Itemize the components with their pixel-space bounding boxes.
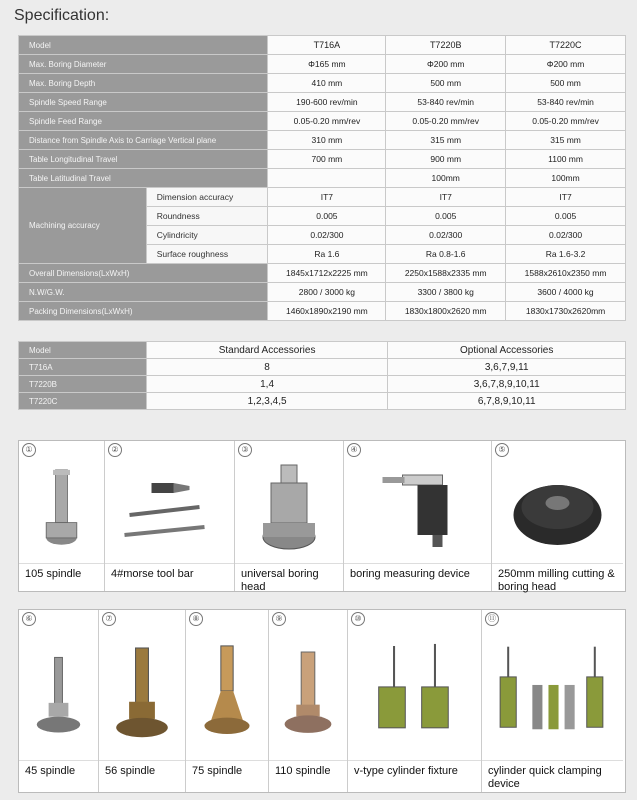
- milling-boring-head-photo: [492, 455, 623, 563]
- value-cell: 3300 / 3800 kg: [386, 283, 506, 302]
- value-cell: 0.005: [506, 207, 626, 226]
- item-number: ⑪: [485, 612, 499, 626]
- value-cell: IT7: [506, 188, 626, 207]
- value-cell: 500 mm: [386, 74, 506, 93]
- value-cell: 500 mm: [506, 74, 626, 93]
- spindle-45-photo: [19, 624, 98, 758]
- item-caption: universal boring head: [235, 563, 343, 591]
- value-cell: 0.05-0.20 mm/rev: [268, 112, 386, 131]
- standard-header: Standard Accessories: [146, 342, 388, 359]
- accessories-header: [19, 342, 626, 359]
- value-cell: 700 mm: [268, 150, 386, 169]
- value-cell: T7220C: [506, 36, 626, 55]
- item-caption: 45 spindle: [19, 760, 98, 792]
- item-caption: cylinder quick clamping device: [482, 760, 623, 792]
- standard-cell: 8: [146, 359, 388, 376]
- spec-row: [19, 93, 626, 112]
- row-label: Spindle Feed Range: [19, 112, 268, 131]
- item-number: ②: [108, 443, 122, 457]
- item-caption: v-type cylinder fixture: [348, 760, 481, 792]
- sub-label: Cylindricity: [146, 226, 268, 245]
- item-number: ⑨: [272, 612, 286, 626]
- accessory-card: [99, 610, 186, 792]
- item-number: ⑥: [22, 612, 36, 626]
- value-cell: 190-600 rev/min: [268, 93, 386, 112]
- value-cell: 1100 mm: [506, 150, 626, 169]
- spec-row: [19, 131, 626, 150]
- spec-row: [19, 150, 626, 169]
- value-cell: Ra 1.6-3.2: [506, 245, 626, 264]
- item-caption: 75 spindle: [186, 760, 268, 792]
- value-cell: Φ200 mm: [506, 55, 626, 74]
- row-label: Overall Dimensions(LxWxH): [19, 264, 268, 283]
- accessories-table: [18, 341, 626, 410]
- value-cell: 315 mm: [386, 131, 506, 150]
- value-cell: 100mm: [506, 169, 626, 188]
- spec-row: [19, 283, 626, 302]
- value-cell: 310 mm: [268, 131, 386, 150]
- spindle-75-photo: [186, 624, 268, 758]
- value-cell: 1830x1800x2620 mm: [386, 302, 506, 321]
- accessories-row: [19, 393, 626, 410]
- accessory-card: [105, 441, 235, 591]
- model-cell: T7220B: [19, 376, 147, 393]
- value-cell: Φ200 mm: [386, 55, 506, 74]
- accessories-row: [19, 376, 626, 393]
- item-number: ④: [347, 443, 361, 457]
- quick-clamping-device-photo: [482, 624, 623, 758]
- item-caption: 105 spindle: [19, 563, 104, 591]
- value-cell: 1845x1712x2225 mm: [268, 264, 386, 283]
- optional-cell: 3,6,7,8,9,10,11: [388, 376, 626, 393]
- value-cell: 100mm: [386, 169, 506, 188]
- accessory-card: [492, 441, 623, 591]
- value-cell: IT7: [268, 188, 386, 207]
- row-label: Model: [19, 36, 268, 55]
- model-cell: T7220C: [19, 393, 147, 410]
- item-caption: 250mm milling cutting & boring head: [492, 563, 623, 591]
- model-cell: T716A: [19, 359, 147, 376]
- sub-label: Surface roughness: [146, 245, 268, 264]
- spindle-110-photo: [269, 624, 347, 758]
- value-cell: 1830x1730x2620mm: [506, 302, 626, 321]
- value-cell: 0.02/300: [268, 226, 386, 245]
- row-label: Max. Boring Depth: [19, 74, 268, 93]
- model-header: Model: [19, 342, 147, 359]
- row-label: Distance from Spindle Axis to Carriage Vertical plane: [19, 131, 268, 150]
- value-cell: 0.05-0.20 mm/rev: [386, 112, 506, 131]
- value-cell: 2800 / 3000 kg: [268, 283, 386, 302]
- v-type-fixture-photo: [348, 624, 481, 758]
- value-cell: 0.005: [268, 207, 386, 226]
- row-label: Max. Boring Diameter: [19, 55, 268, 74]
- item-caption: 4#morse tool bar: [105, 563, 234, 591]
- value-cell: T7220B: [386, 36, 506, 55]
- value-cell: 410 mm: [268, 74, 386, 93]
- accessory-card: [482, 610, 623, 792]
- value-cell: Ra 0.8-1.6: [386, 245, 506, 264]
- machining-row: [19, 188, 626, 207]
- value-cell: 0.02/300: [386, 226, 506, 245]
- standard-cell: 1,4: [146, 376, 388, 393]
- accessory-card: [235, 441, 344, 591]
- machining-label: Machining accuracy: [19, 188, 147, 264]
- value-cell: Ra 1.6: [268, 245, 386, 264]
- value-cell: 0.05-0.20 mm/rev: [506, 112, 626, 131]
- page-title: Specification:: [14, 7, 110, 24]
- spindle-105-photo: [19, 455, 104, 563]
- spec-row: [19, 112, 626, 131]
- spec-row: [19, 74, 626, 93]
- accessories-row: [19, 359, 626, 376]
- value-cell: 1460x1890x2190 mm: [268, 302, 386, 321]
- row-label: Table Latitudinal Travel: [19, 169, 268, 188]
- value-cell: 0.02/300: [506, 226, 626, 245]
- value-cell: IT7: [386, 188, 506, 207]
- item-caption: 110 spindle: [269, 760, 347, 792]
- value-cell: 315 mm: [506, 131, 626, 150]
- item-caption: boring measuring device: [344, 563, 491, 591]
- value-cell: 53-840 rev/min: [386, 93, 506, 112]
- item-number: ⑩: [351, 612, 365, 626]
- value-cell: 0.005: [386, 207, 506, 226]
- value-cell: 2250x1588x2335 mm: [386, 264, 506, 283]
- standard-cell: 1,2,3,4,5: [146, 393, 388, 410]
- spec-row: [19, 302, 626, 321]
- value-cell: 900 mm: [386, 150, 506, 169]
- accessory-photos-row1: [18, 440, 626, 592]
- accessory-photos-row2: [18, 609, 626, 793]
- item-number: ⑧: [189, 612, 203, 626]
- value-cell: 53-840 rev/min: [506, 93, 626, 112]
- spindle-56-photo: [99, 624, 185, 758]
- value-cell: 3600 / 4000 kg: [506, 283, 626, 302]
- accessory-card: [19, 610, 99, 792]
- accessory-card: [19, 441, 105, 591]
- header-row: [19, 36, 626, 55]
- accessory-card: [186, 610, 269, 792]
- accessory-card: [269, 610, 348, 792]
- row-label: Table Longitudinal Travel: [19, 150, 268, 169]
- spec-row: [19, 169, 626, 188]
- row-label: N.W/G.W.: [19, 283, 268, 302]
- row-label: Spindle Speed Range: [19, 93, 268, 112]
- universal-boring-head-photo: [235, 455, 343, 563]
- specification-table: [18, 35, 626, 321]
- item-number: ③: [238, 443, 252, 457]
- item-number: ①: [22, 443, 36, 457]
- value-cell: 1588x2610x2350 mm: [506, 264, 626, 283]
- optional-cell: 6,7,8,9,10,11: [388, 393, 626, 410]
- spec-row: [19, 55, 626, 74]
- item-number: ⑦: [102, 612, 116, 626]
- accessory-card: [344, 441, 492, 591]
- accessory-card: [348, 610, 482, 792]
- boring-measuring-device-photo: [344, 455, 491, 563]
- optional-header: Optional Accessories: [388, 342, 626, 359]
- row-label: Packing Dimensions(LxWxH): [19, 302, 268, 321]
- value-cell: [268, 169, 386, 188]
- sub-label: Dimension accuracy: [146, 188, 268, 207]
- value-cell: T716A: [268, 36, 386, 55]
- morse-tool-bar-photo: [105, 455, 234, 563]
- sub-label: Roundness: [146, 207, 268, 226]
- spec-row: [19, 264, 626, 283]
- item-caption: 56 spindle: [99, 760, 185, 792]
- value-cell: Φ165 mm: [268, 55, 386, 74]
- item-number: ⑤: [495, 443, 509, 457]
- optional-cell: 3,6,7,9,11: [388, 359, 626, 376]
